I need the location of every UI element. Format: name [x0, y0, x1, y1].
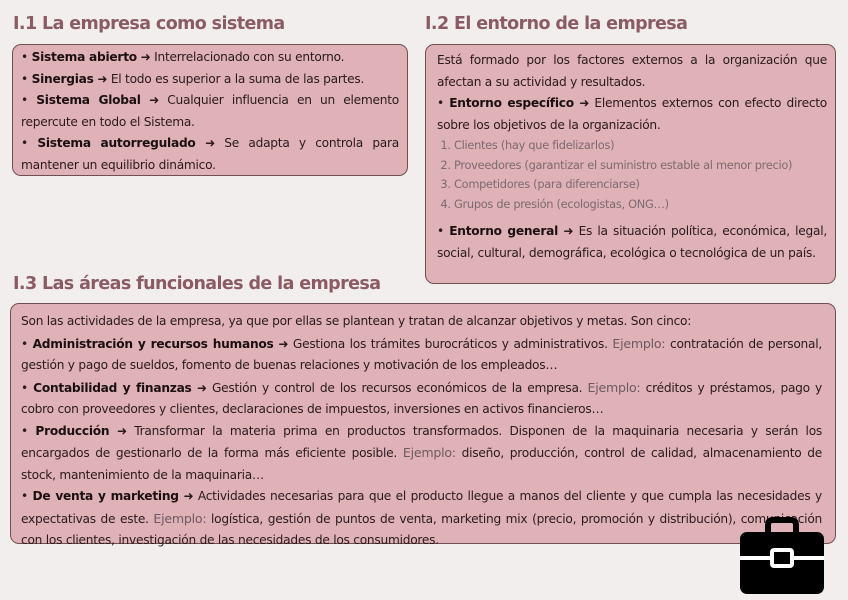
area-item: • De venta y marketing ➜ Actividades necesarias para que el producto llegue a manos del cliente y que cumpla las necesidades y expectativas de este. Ejemplo: logística, gestión de puntos de venta, marketing mix (precio, promoción y distribución), comunicación con los clientes, investigación de las necesidades de los consumidores. [21, 489, 823, 547]
section-1-box [12, 44, 408, 176]
area-item: • Administración y recursos humanos ➜ Gestiona los trámites burocráticos y administrativos. Ejemplo: contratación de personal, gestión y pago de sueldos, fomento de buenas relaciones y motivación de los empleados… [21, 335, 823, 372]
list-item: 1. Clientes (hay que fidelizarlos) [454, 136, 827, 156]
section-1-item: • Sistema autorregulado ➜ Se adapta y controla para mantener un equilibrio dinámico. [21, 136, 399, 172]
area-item: • Contabilidad y finanzas ➜ Gestión y control de los recursos económicos de la empresa. Ejemplo: créditos y préstamos, pago y cobro con proveedores y clientes, declaraciones de impuestos, inversiones en activos financieros… [21, 379, 823, 416]
entorno-especifico: • Entorno específico ➜ Elementos externos con efecto directo sobre los objetivos de la organización. [437, 96, 828, 132]
section-1-item: • Sistema abierto ➜ Interrelacionado con su entorno. [21, 50, 345, 64]
list-item: 3. Competidores (para diferenciarse) [454, 175, 827, 195]
area-item: • Producción ➜ Transformar la materia prima en productos transformados. Disponen de la maquinaria necesaria y serán los encargados de gestionarlo de la forma más eficiente posible. Ejemplo: diseño, producción, control de calidad, almacenamiento de stock, mantenimiento de la maquinaria… [21, 423, 823, 482]
list-item: 4. Grupos de presión (ecologistas, ONG…) [454, 195, 827, 215]
section-2-box [425, 44, 836, 284]
section-3-box [10, 303, 836, 547]
section-1-item: • Sistema Global ➜ Cualquier influencia en un elemento repercute en todo el Sistema. [21, 93, 399, 129]
entorno-general: • Entorno general ➜ Es la situación política, económica, legal, social, cultural, demográfica, ecológica o tecnológica de un país. [437, 224, 828, 260]
section-2-heading: I.2 El entorno de la empresa [425, 14, 688, 34]
section-2-intro: Está formado por los factores externos a la organización que afectan a su actividad y resultados. [437, 53, 827, 89]
section-3-intro: Son las actividades de la empresa, ya que por ellas se plantean y tratan de alcanzar objetivos y metas. Son cinco: [21, 314, 692, 328]
briefcase-icon [738, 517, 826, 597]
list-item: 2. Proveedores (garantizar el suministro estable al menor precio) [454, 156, 827, 176]
section-3-heading: I.3 Las áreas funcionales de la empresa [13, 274, 381, 294]
entorno-especifico-list [437, 136, 827, 214]
section-1-heading: I.1 La empresa como sistema [13, 14, 285, 34]
section-1-item: • Sinergias ➜ El todo es superior a la suma de las partes. [21, 71, 365, 86]
